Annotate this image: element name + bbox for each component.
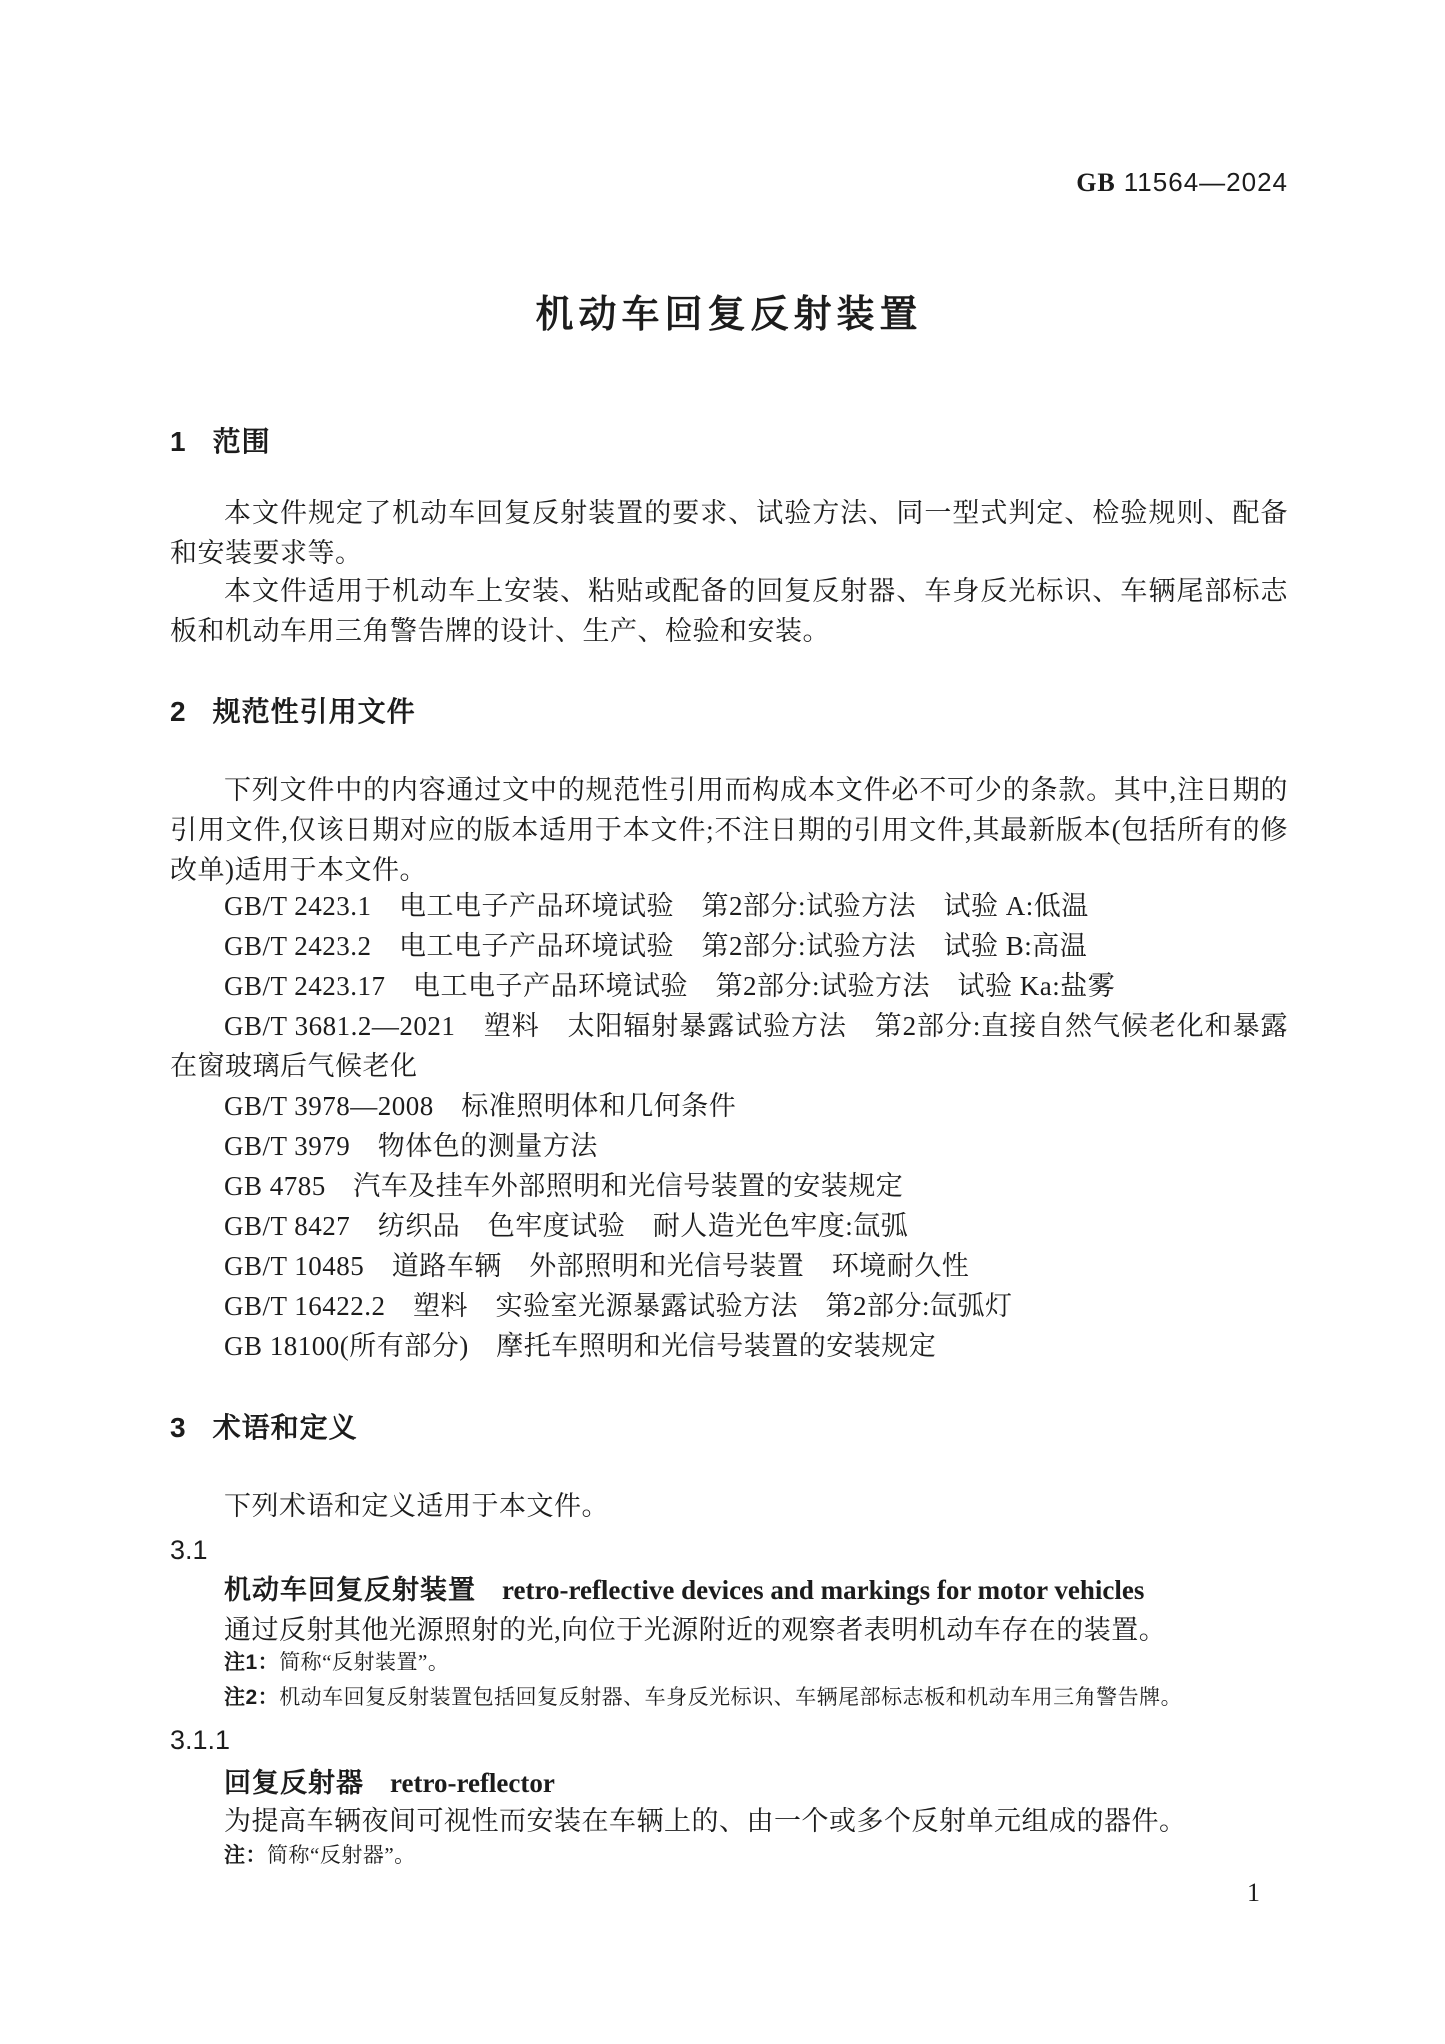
heading-terms-definitions-text: 术语和定义 — [212, 1412, 358, 1443]
term-note — [224, 1837, 1288, 1874]
reference-item: GB/T 10485 道路车辆 外部照明和光信号装置 环境耐久性 — [224, 1251, 970, 1281]
reference-item: GB/T 3681.2—2021 塑料 太阳辐射暴露试验方法 第2部分:直接自然气候老化和暴露在窗玻璃后气候老化 — [170, 1011, 1288, 1081]
note-label: 注1： — [224, 1651, 280, 1674]
term-en: retro-reflective devices and markings for motor vehicles — [502, 1575, 1145, 1605]
reference-item: GB/T 16422.2 塑料 实验室光源暴露试验方法 第2部分:氙弧灯 — [224, 1291, 1013, 1321]
page-number: 1 — [1247, 1878, 1260, 1907]
reference-item: GB/T 8427 纺织品 色牢度试验 耐人造光色牢度:氙弧 — [224, 1211, 909, 1241]
heading-scope — [170, 424, 1288, 460]
document-code — [170, 166, 1288, 199]
clause-number-3-1-1: 3.1.1 — [170, 1725, 231, 1755]
page-content — [170, 0, 1288, 2044]
reference-item: GB/T 3979 物体色的测量方法 — [224, 1131, 598, 1161]
term-note — [224, 1644, 1288, 1681]
heading-normative-references-text: 规范性引用文件 — [212, 696, 416, 727]
note-label: 注2： — [224, 1686, 280, 1709]
heading-normative-references-number: 2 — [170, 696, 187, 727]
term-en: retro-reflector — [390, 1768, 555, 1798]
note-label: 注： — [224, 1844, 267, 1867]
reference-item: GB/T 2423.17 电工电子产品环境试验 第2部分:试验方法 试验 Ka:盐雾 — [224, 971, 1116, 1001]
note-text: 简称“反射器”。 — [267, 1843, 416, 1867]
terms-intro: 下列术语和定义适用于本文件。 — [224, 1491, 609, 1521]
term-entry-retro-reflector — [224, 1763, 1288, 1803]
term-note — [224, 1679, 1288, 1716]
scope-paragraph-1: 本文件规定了机动车回复反射装置的要求、试验方法、同一型式判定、检验规则、配备和安装要求等。 — [170, 498, 1288, 568]
reference-item: GB/T 2423.2 电工电子产品环境试验 第2部分:试验方法 试验 B:高温 — [224, 931, 1088, 961]
note-text: 简称“反射装置”。 — [279, 1650, 450, 1674]
document-title: 机动车回复反射装置 — [535, 294, 923, 336]
normative-references-intro: 下列文件中的内容通过文中的规范性引用而构成本文件必不可少的条款。其中,注日期的引用文件,仅该日期对应的版本适用于本文件;不注日期的引用文件,其最新版本(包括所有的修改单)适用于本文件。 — [170, 775, 1288, 885]
heading-terms-definitions — [170, 1410, 1288, 1446]
heading-normative-references — [170, 694, 1288, 730]
heading-terms-definitions-number: 3 — [170, 1412, 187, 1443]
term-definition: 为提高车辆夜间可视性而安装在车辆上的、由一个或多个反射单元组成的器件。 — [224, 1806, 1187, 1836]
clause-number-3-1: 3.1 — [170, 1535, 208, 1565]
document-code-number: 11564—2024 — [1123, 167, 1288, 197]
heading-scope-text: 范围 — [212, 426, 271, 457]
reference-item: GB/T 3978—2008 标准照明体和几何条件 — [224, 1091, 737, 1121]
note-text: 机动车回复反射装置包括回复反射器、车身反光标识、车辆尾部标志板和机动车用三角警告牌。 — [279, 1685, 1183, 1709]
reference-item: GB 4785 汽车及挂车外部照明和光信号装置的安装规定 — [224, 1171, 904, 1201]
document-code-prefix: GB — [1076, 168, 1116, 197]
term-zh: 机动车回复反射装置 — [224, 1575, 476, 1605]
reference-list — [170, 886, 1288, 1366]
term-entry-retro-reflective-devices — [224, 1570, 1288, 1610]
reference-item: GB 18100(所有部分) 摩托车照明和光信号装置的安装规定 — [224, 1331, 937, 1361]
scope-paragraph-2: 本文件适用于机动车上安装、粘贴或配备的回复反射器、车身反光标识、车辆尾部标志板和机动车用三角警告牌的设计、生产、检验和安装。 — [170, 576, 1288, 646]
reference-item: GB/T 2423.1 电工电子产品环境试验 第2部分:试验方法 试验 A:低温 — [224, 891, 1089, 921]
term-definition: 通过反射其他光源照射的光,向位于光源附近的观察者表明机动车存在的装置。 — [224, 1615, 1167, 1645]
term-zh: 回复反射器 — [224, 1768, 364, 1798]
heading-scope-number: 1 — [170, 426, 187, 457]
